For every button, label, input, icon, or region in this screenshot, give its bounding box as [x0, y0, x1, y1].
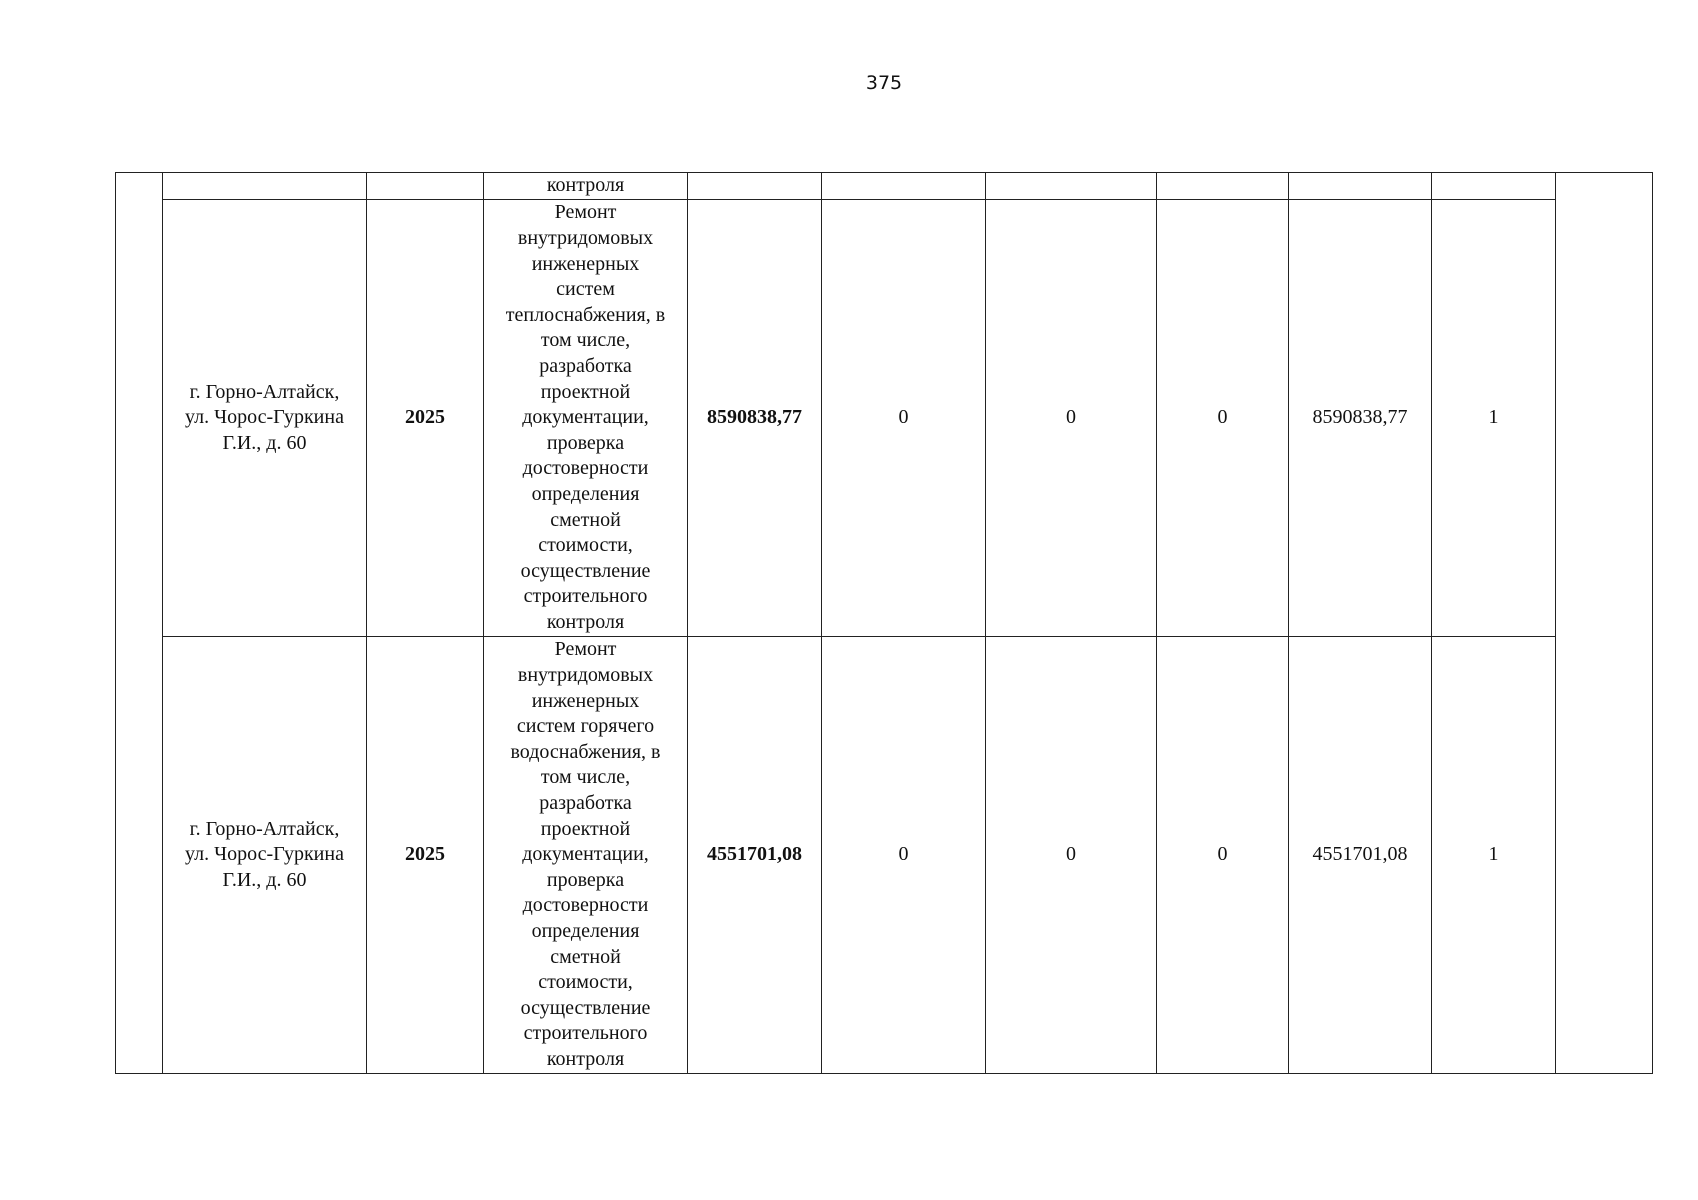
- year-cell: 2025: [367, 200, 484, 637]
- value-cell: 1: [1432, 637, 1556, 1074]
- value-cell: [1432, 173, 1556, 200]
- address-cell: г. Горно-Алтайск, ул. Чорос-Гуркина Г.И., д. 60: [163, 637, 367, 1074]
- total-cost-cell: [688, 173, 822, 200]
- value-cell: 1: [1432, 200, 1556, 637]
- value-cell: [1157, 173, 1289, 200]
- renovation-table: [115, 172, 1653, 1074]
- value-cell: 0: [1157, 200, 1289, 637]
- value-cell: [986, 173, 1157, 200]
- right-margin-cell: [1556, 173, 1653, 1074]
- work-description-cell: Ремонт внутридомовых инженерных систем теплоснабжения, в том числе, разработка проектной документации, проверка достоверности определения сметной стоимости, осуществление строительного контроля: [484, 200, 688, 637]
- table-row-continued: [116, 173, 1653, 200]
- value-cell: 8590838,77: [1289, 200, 1432, 637]
- table-row: [116, 200, 1653, 637]
- work-description-cell: Ремонт внутридомовых инженерных систем горячего водоснабжения, в том числе, разработка проектной документации, проверка достоверности определения сметной стоимости, осуществление строительного контроля: [484, 637, 688, 1074]
- table-row: [116, 637, 1653, 1074]
- value-cell: 0: [822, 200, 986, 637]
- left-margin-cell: [116, 173, 163, 1074]
- value-cell: [822, 173, 986, 200]
- value-cell: 0: [986, 637, 1157, 1074]
- value-cell: 0: [986, 200, 1157, 637]
- year-cell: [367, 173, 484, 200]
- year-cell: 2025: [367, 637, 484, 1074]
- total-cost-cell: 4551701,08: [688, 637, 822, 1074]
- address-cell: [163, 173, 367, 200]
- value-cell: 4551701,08: [1289, 637, 1432, 1074]
- work-description-cell: контроля: [484, 173, 688, 200]
- value-cell: [1289, 173, 1432, 200]
- address-cell: г. Горно-Алтайск, ул. Чорос-Гуркина Г.И., д. 60: [163, 200, 367, 637]
- value-cell: 0: [822, 637, 986, 1074]
- page-number: 375: [865, 72, 903, 94]
- value-cell: 0: [1157, 637, 1289, 1074]
- total-cost-cell: 8590838,77: [688, 200, 822, 637]
